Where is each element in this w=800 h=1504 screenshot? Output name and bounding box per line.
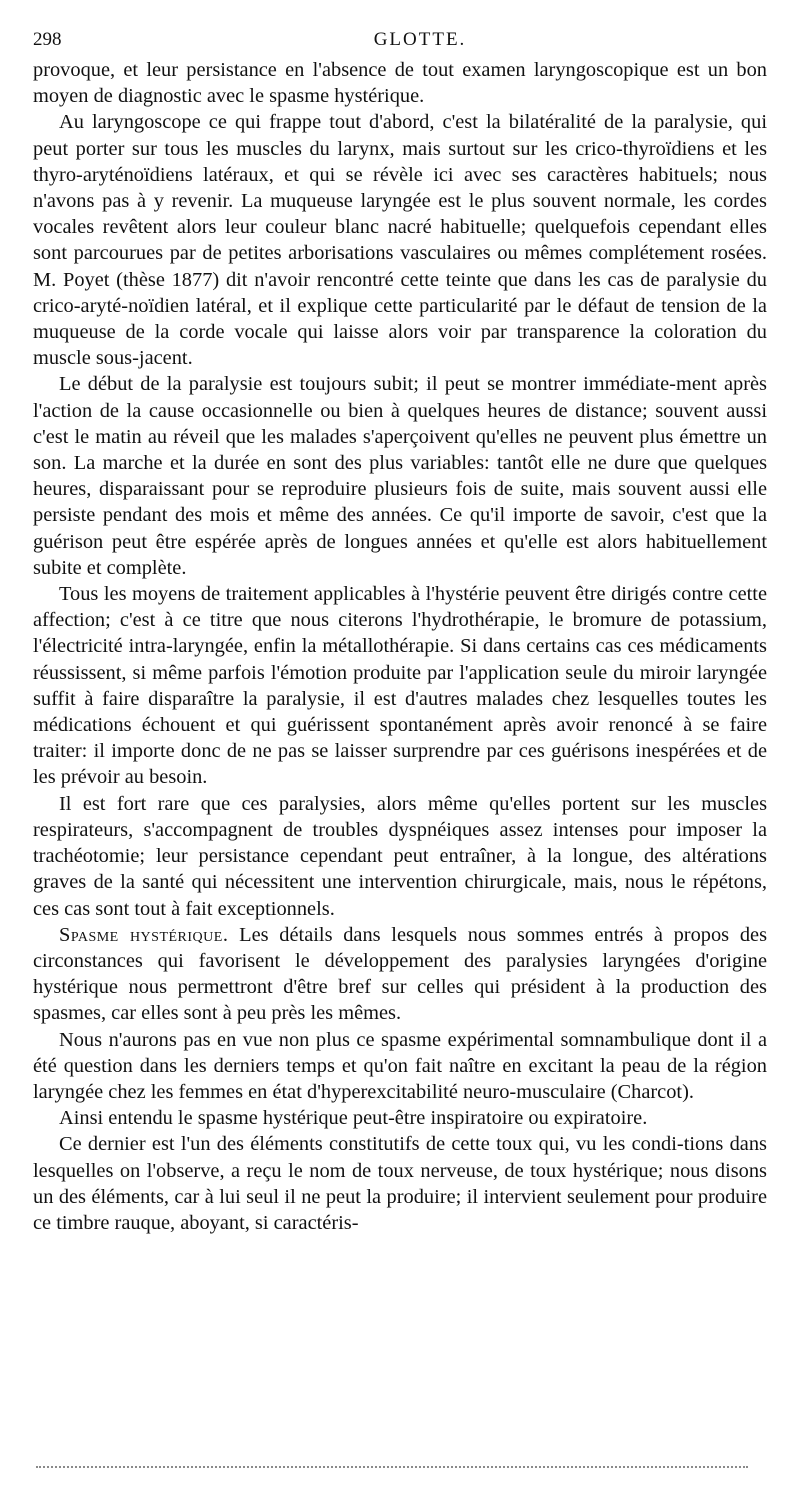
book-page [33, 26, 767, 1236]
paragraph: Ainsi entendu le spasme hystérique peut-être inspiratoire ou expiratoire. [59, 1107, 648, 1130]
body-text [33, 57, 767, 1236]
paragraph-text: Les détails dans lesquels nous sommes entrés à propos des circonstances qui favorisent le développement des paralysies laryngées d'origine hystérique nous permettront d'être bref sur celles qui président à la production des spasmes, car elles sont à peu près les mêmes. [33, 923, 767, 1025]
paragraph: Il est fort rare que ces paralysies, alors même qu'elles portent sur les muscles respirateurs, s'accompagnent de troubles dyspnéiques assez intenses pour imposer la trachéotomie; leur persistance cependant peut entraîner, à la longue, des altérations graves de la santé qui nécessitent une intervention chirurgicale, mais, nous le répétons, ces cas sont tout à fait exceptionnels. [33, 792, 767, 920]
page-number: 298 [33, 29, 62, 50]
paragraph: Ce dernier est l'un des éléments constitutifs de cette toux qui, vu les condi-tions dans lesquelles on l'observe, a reçu le nom de toux nerveuse, de toux hystérique; nous disons un des éléments, car à lui seul il ne peut la produire; il intervient seulement pour produire ce timbre rauque, aboyant, si caractéris- [33, 1133, 767, 1234]
paragraph: Nous n'aurons pas en vue non plus ce spasme expérimental somnambulique dont il a été question dans les derniers temps et qu'on fait naître en excitant la peau de la région laryngée chez les femmes en état d'hyperexcitabilité neuro-musculaire (Charcot). [33, 1028, 767, 1103]
running-head: GLOTTE. [373, 29, 467, 50]
paragraph-spasme-hysterique [33, 922, 767, 1027]
page-header [33, 26, 767, 54]
section-lead-heading: Spasme hystérique. [59, 923, 229, 946]
paragraph: Le début de la paralysie est toujours subit; il peut se montrer immédiate-ment après l'action de la cause occasionnelle ou bien à quelques heures de distance; souvent aussi c'est le matin au réveil que les malades s'aperçoivent qu'elles ne peuvent plus émettre un son. La marche et la durée en sont des plus variables: tantôt elle ne dure que quelques heures, disparaissant pour se reproduire plusieurs fois de suite, mais souvent aussi elle persiste pendant des mois et même des années. Ce qu'il importe de savoir, c'est que la guérison peut être espérée après de longues années et qu'elle est alors habituellement subite et complète. [33, 373, 767, 579]
paragraph: provoque, et leur persistance en l'absence de tout examen laryngoscopique est un bon moyen de diagnostic avec le spasme hystérique. [33, 59, 767, 108]
paragraph: Au laryngoscope ce qui frappe tout d'abord, c'est la bilatéralité de la paralysie, qui peut porter sur tous les muscles du larynx, mais surtout sur les crico-thyroïdiens et les thyro-aryténoïdiens latéraux, et qui se révèle ici avec ses caractères habituels; nous n'avons pas à y revenir. La muqueuse laryngée est le plus souvent normale, les cordes vocales revêtent alors leur couleur blanc nacré habituelle; quelquefois cependant elles sont parcourues par de petites arborisations vasculaires ou mêmes complétement rosées. M. Poyet (thèse 1877) dit n'avoir rencontré cette teinte que dans les cas de paralysie du crico-aryté-noïdien latéral, et il explique cette particularité par le défaut de tension de la muqueuse de la corde vocale qui laisse alors voir par transparence la coloration du muscle sous-jacent. [33, 111, 767, 370]
footer-dotted-rule [36, 1466, 748, 1468]
paragraph: Tous les moyens de traitement applicables à l'hystérie peuvent être dirigés contre cette affection; c'est à ce titre que nous citerons l'hydrothérapie, le bromure de potassium, l'électricité intra-laryngée, enfin la métallothérapie. Si dans certains cas ces médicaments réussissent, si même parfois l'émotion produite par l'application seule du miroir laryngée suffit à faire disparaître la paralysie, il est d'autres malades chez lesquelles toutes les médications échouent et qui guérissent spontanément après avoir renoncé à se faire traiter: il importe donc de ne pas se laisser surprendre par ces guérisons inespérées et de les prévoir au besoin. [33, 583, 767, 789]
